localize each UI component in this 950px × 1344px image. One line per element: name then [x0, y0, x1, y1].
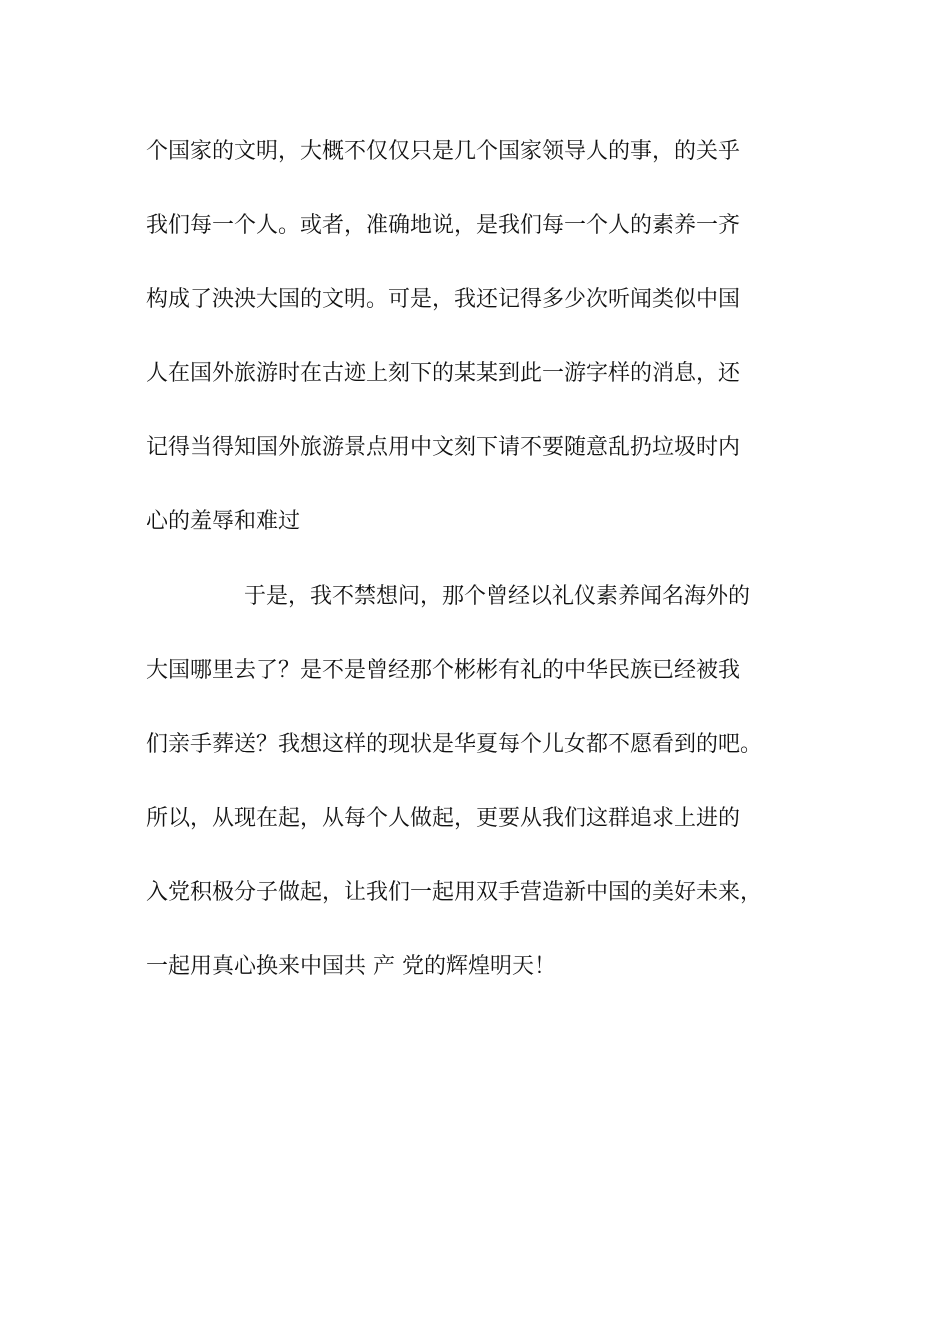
paragraph-line-2: 我们每一个人。或者，准确地说，是我们每一个人的素养一齐 — [146, 213, 741, 238]
paragraph-line-1: 个国家的文明，大概不仅仅只是几个国家领导人的事，的关乎 — [146, 139, 741, 164]
paragraph-line-8: 大国哪里去了？是不是曾经那个彬彬有礼的中华民族已经被我 — [146, 658, 741, 683]
paragraph-line-7: 于是，我不禁想问，那个曾经以礼仪素养闻名海外的 — [244, 584, 751, 609]
paragraph-line-3: 构成了泱泱大国的文明。可是，我还记得多少次听闻类似中国 — [146, 287, 741, 312]
paragraph-line-4: 人在国外旅游时在古迹上刻下的某某到此一游字样的消息，还 — [146, 361, 741, 386]
paragraph-line-10: 所以，从现在起，从每个人做起，更要从我们这群追求上进的 — [146, 806, 741, 831]
paragraph-line-12: 一起用真心换来中国共 产 党的辉煌明天！ — [146, 954, 556, 979]
paragraph-line-5: 记得当得知国外旅游景点用中文刻下请不要随意乱扔垃圾时内 — [146, 435, 741, 460]
paragraph-line-6: 心的羞辱和难过 — [146, 509, 301, 534]
paragraph-line-9: 们亲手葬送？我想这样的现状是华夏每个儿女都不愿看到的吧。 — [146, 732, 763, 757]
paragraph-line-11: 入党积极分子做起，让我们一起用双手营造新中国的美好未来， — [146, 880, 763, 905]
